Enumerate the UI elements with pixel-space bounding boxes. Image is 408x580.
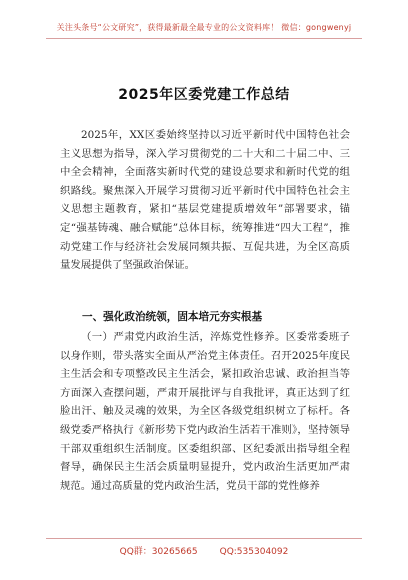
intro-paragraph: 2025年，XX区委始终坚持以习近平新时代中国特色社会主义思想为指导，深入学习贯彻党的二十大和二十届二中、三中全会精神，全面落实新时代党的建设总要求和新时代党的组织路线。聚焦深入开展学习贯彻习近平新时代中国特色社会主义思想主题教育，紧扣“基层党建提质增效年”部署要求，锚定“强基铸魂、融合赋能”总体目标，统筹推进“四大工程”，推动党建工作与经济社会发展同频共振、互促共进，为全区高质量发展提供了坚强政治保证。 bbox=[60, 129, 350, 272]
footer-divider bbox=[46, 538, 362, 539]
document-title: 2025年区委党建工作总结 bbox=[118, 87, 290, 103]
header-divider bbox=[46, 38, 362, 39]
qq-text: QQ:535304092 bbox=[219, 547, 289, 557]
header-banner: 关注头条号“公文研究”，获得最新最全最专业的公文资料库！ 微信：gongwenyj bbox=[56, 23, 352, 32]
footer-contact bbox=[0, 544, 408, 557]
section-paragraph: （一）严肃党内政治生活，淬炼党性修养。区委常委班子以身作则，带头落实全面从严治党主体责任。召开2025年度民主生活会和专项整改民主生活会，紧扣政治忠诚、政治担当等方面深入查摆问题，严肃开展批评与自我批评，真正达到了红脸出汗、触及灵魂的效果，为全区各级党组织树立了标杆。各级党委严格执行《新形势下党内政治生活若干准则》，坚持领导干部双重组织生活制度。区委组织部、区纪委派出指导组全程督导，确保民主生活会质量明显提升，党内政治生活更加严肃规范。通过高质量的党内政治生活，党员干部的党性修养 bbox=[60, 331, 350, 492]
section-heading: 一、强化政治统领，固本培元夯实根基 bbox=[82, 311, 263, 323]
qq-group-text: QQ群：30265665 bbox=[119, 547, 198, 557]
